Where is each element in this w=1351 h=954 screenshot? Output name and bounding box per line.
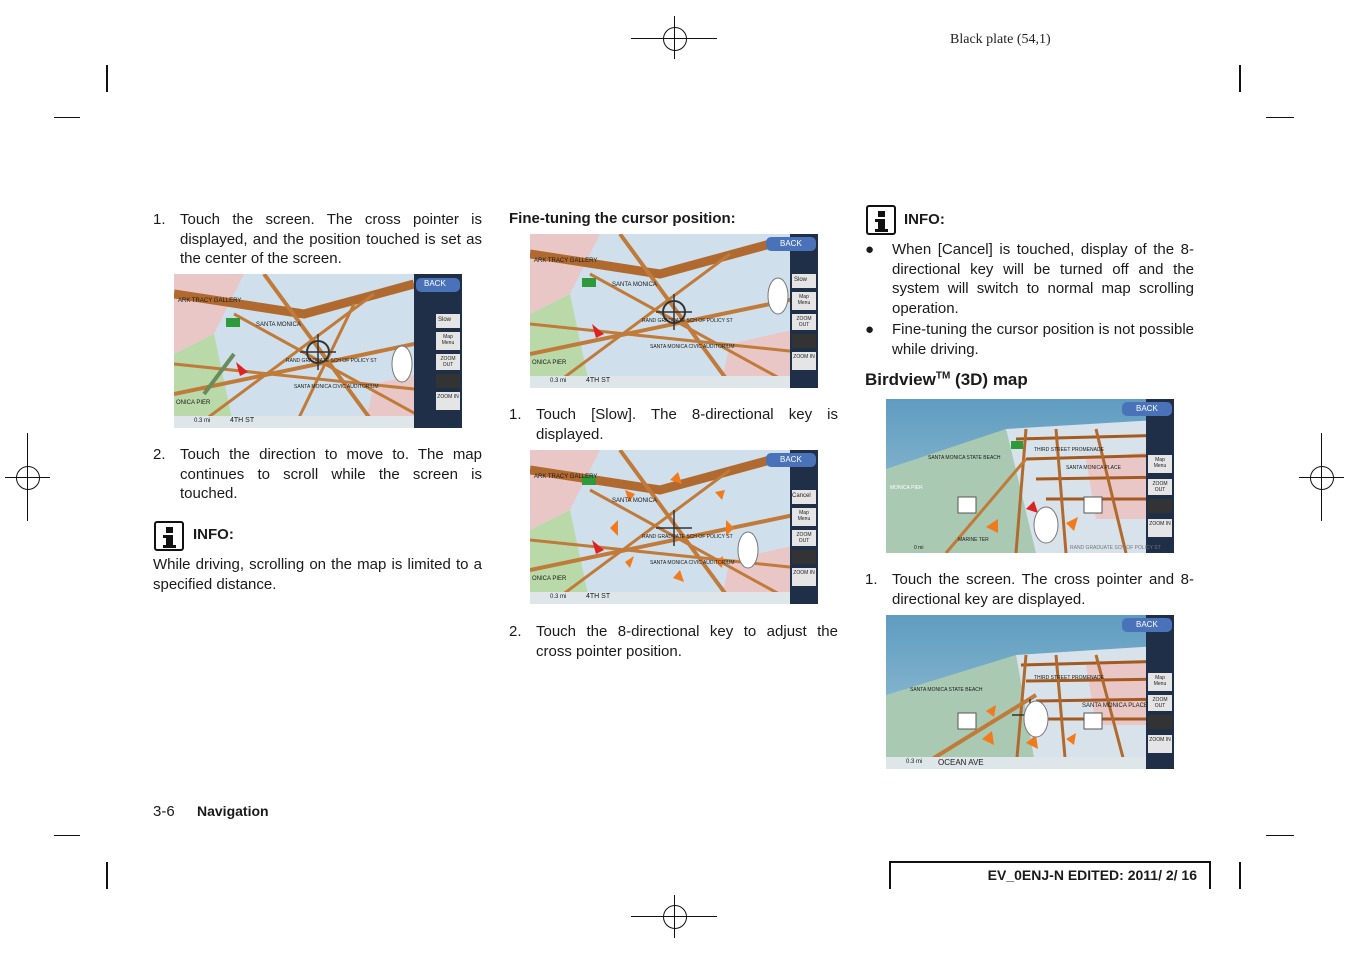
info-text: While driving, scrolling on the map is limited to a specified distance. — [153, 556, 482, 593]
heading-text: (3D) map — [950, 370, 1028, 389]
bullet-dot: ● — [865, 241, 875, 258]
street-label: 4TH ST — [586, 593, 611, 600]
map-label-gallery: ARK TRACY GALLERY — [534, 258, 598, 264]
back-button[interactable]: BACK — [424, 279, 446, 288]
info-label: INFO: — [193, 526, 234, 543]
scale-label: 0.3 mi — [550, 594, 567, 600]
map-label-santa-monica: SANTA MONICA — [256, 322, 301, 328]
scale-label: 0.3 mi — [194, 418, 211, 424]
map-label-rand: RAND GRADUATE SCH OF POLICY ST — [642, 318, 733, 324]
zoom-in-button[interactable]: ZOOM IN — [1149, 521, 1171, 527]
step-number: 1. — [865, 571, 878, 588]
map-screen-fine-tune — [530, 234, 818, 388]
map-label-place: SANTA MONICA PLACE — [1066, 465, 1121, 471]
crop-mark — [54, 117, 80, 118]
back-button[interactable]: BACK — [1136, 404, 1158, 413]
map-label-place: SANTA MONICA PLACE — [1082, 703, 1148, 709]
col1-step-2 — [153, 445, 482, 504]
map-menu-button[interactable]: Map Menu — [1153, 675, 1167, 687]
map-label-pier: ONICA PIER — [532, 360, 567, 366]
map-label-promenade: THIRD STREET PROMENADE — [1034, 675, 1104, 681]
map-screen-birdview-pointer — [886, 615, 1174, 769]
zoom-in-button[interactable]: ZOOM IN — [437, 394, 459, 400]
bullet-text: When [Cancel] is touched, display of the 8-directional key will be turned off and the system will switch to normal map scrolling operation. — [892, 241, 1194, 317]
step-number: 1. — [153, 211, 166, 228]
zoom-out-button[interactable]: ZOOM OUT — [1152, 481, 1168, 493]
heading-text: Birdview — [865, 370, 936, 389]
map-label-rand: RAND GRADUATE SCH OF POLICY ST — [1070, 545, 1161, 551]
reg-mark-left-circle — [16, 466, 40, 490]
col1-step-1 — [153, 210, 482, 269]
edition-text: EV_0ENJ-N EDITED: 2011/ 2/ 16 — [987, 867, 1197, 883]
trademark-sup: TM — [935, 370, 951, 382]
scale-label: 0.3 mi — [906, 759, 923, 765]
cancel-button[interactable]: Cancel — [792, 493, 811, 499]
map-label-state-beach: SANTA MONICA STATE BEACH — [928, 455, 1001, 461]
col2-step-1 — [509, 405, 838, 444]
step-text: Touch [Slow]. The 8-directional key is displayed. — [536, 406, 838, 443]
map-label-rand: RAND GRADUATE SCH OF POLICY ST — [286, 358, 377, 364]
plate-label: Black plate (54,1) — [950, 32, 1051, 47]
page-number: 3-6 — [153, 803, 175, 820]
map-menu-button[interactable]: Map Menu — [797, 294, 811, 306]
crop-mark — [1239, 65, 1241, 92]
map-label-gallery: ARK TRACY GALLERY — [534, 474, 598, 480]
map-label-pier: ONICA PIER — [176, 400, 211, 406]
section-name: Navigation — [197, 803, 269, 819]
back-button[interactable]: BACK — [780, 239, 802, 248]
bullet-dot: ● — [865, 321, 875, 338]
step-number: 2. — [509, 623, 522, 640]
info-bullet-1 — [865, 240, 1194, 318]
back-button[interactable]: BACK — [1136, 620, 1158, 629]
back-button[interactable]: BACK — [780, 455, 802, 464]
map-label-pier: MONICA PIER — [890, 485, 923, 491]
street-label: 4TH ST — [230, 417, 255, 424]
section-heading: Fine-tuning the cursor position: — [509, 210, 736, 227]
map-screen-8-directional — [530, 450, 818, 604]
col2-step-2 — [509, 622, 838, 661]
map-label-marine: MARINE TER — [958, 537, 989, 543]
zoom-out-button[interactable]: ZOOM OUT — [796, 532, 812, 544]
map-label-promenade: THIRD STREET PROMENADE — [1034, 447, 1104, 453]
info-label: INFO: — [904, 211, 945, 228]
zoom-in-button[interactable]: ZOOM IN — [793, 354, 815, 360]
reg-mark-bottom-circle — [663, 905, 687, 929]
crop-mark — [106, 862, 108, 889]
step-text: Touch the 8-directional key to adjust the cross pointer position. — [536, 623, 838, 660]
map-label-santa-monica: SANTA MONICA — [612, 282, 657, 288]
crop-mark — [1239, 862, 1241, 889]
zoom-out-button[interactable]: ZOOM OUT — [440, 356, 456, 368]
map-label-santa-monica: SANTA MONICA — [612, 498, 657, 504]
info-bullet-2 — [865, 320, 1194, 359]
step-number: 1. — [509, 406, 522, 423]
crop-mark — [106, 65, 108, 92]
map-screen-2d-scroll — [174, 274, 462, 428]
edition-box — [889, 861, 1211, 889]
street-label: OCEAN AVE — [938, 758, 984, 767]
step-number: 2. — [153, 446, 166, 463]
map-label-gallery: ARK TRACY GALLERY — [178, 298, 242, 304]
step-text: Touch the screen. The cross pointer and 8-directional key are displayed. — [892, 571, 1194, 608]
reg-mark-right-circle — [1310, 466, 1334, 490]
map-menu-button[interactable]: Map Menu — [1153, 457, 1167, 469]
reg-mark-top-circle — [663, 27, 687, 51]
map-label-state-beach: SANTA MONICA STATE BEACH — [910, 687, 983, 693]
zoom-out-button[interactable]: ZOOM OUT — [1152, 697, 1168, 709]
slow-button[interactable]: Slow — [794, 277, 808, 283]
street-label: 4TH ST — [586, 377, 611, 384]
slow-button[interactable]: Slow — [438, 317, 452, 323]
crop-mark — [1266, 117, 1294, 118]
zoom-out-button[interactable]: ZOOM OUT — [796, 316, 812, 328]
scale-label: 0 mi — [914, 545, 924, 551]
map-label-civic: SANTA MONICA CIVIC AUDITORIUM — [650, 344, 735, 350]
col3-step-1 — [865, 570, 1194, 609]
zoom-in-button[interactable]: ZOOM IN — [1149, 737, 1171, 743]
map-label-rand: RAND GRADUATE SCH OF POLICY ST — [642, 534, 733, 540]
map-label-pier: ONICA PIER — [532, 576, 567, 582]
map-menu-button[interactable]: Map Menu — [797, 510, 811, 522]
step-text: Touch the screen. The cross pointer is displayed, and the position touched is set as the center of the screen. — [180, 211, 482, 267]
bullet-text: Fine-tuning the cursor position is not possible while driving. — [892, 321, 1194, 358]
info-icon — [154, 521, 184, 551]
crop-mark — [1266, 835, 1294, 836]
map-screen-birdview — [886, 399, 1174, 553]
map-label-civic: SANTA MONICA CIVIC AUDITORIUM — [294, 384, 379, 390]
scale-label: 0.3 mi — [550, 378, 567, 384]
info-icon — [866, 205, 896, 235]
step-text: Touch the direction to move to. The map continues to scroll while the screen is touched. — [180, 446, 482, 502]
birdview-heading — [865, 370, 1028, 390]
map-menu-button[interactable]: Map Menu — [441, 334, 455, 346]
map-label-civic: SANTA MONICA CIVIC AUDITORIUM — [650, 560, 735, 566]
crop-mark — [54, 835, 80, 836]
zoom-in-button[interactable]: ZOOM IN — [793, 570, 815, 576]
